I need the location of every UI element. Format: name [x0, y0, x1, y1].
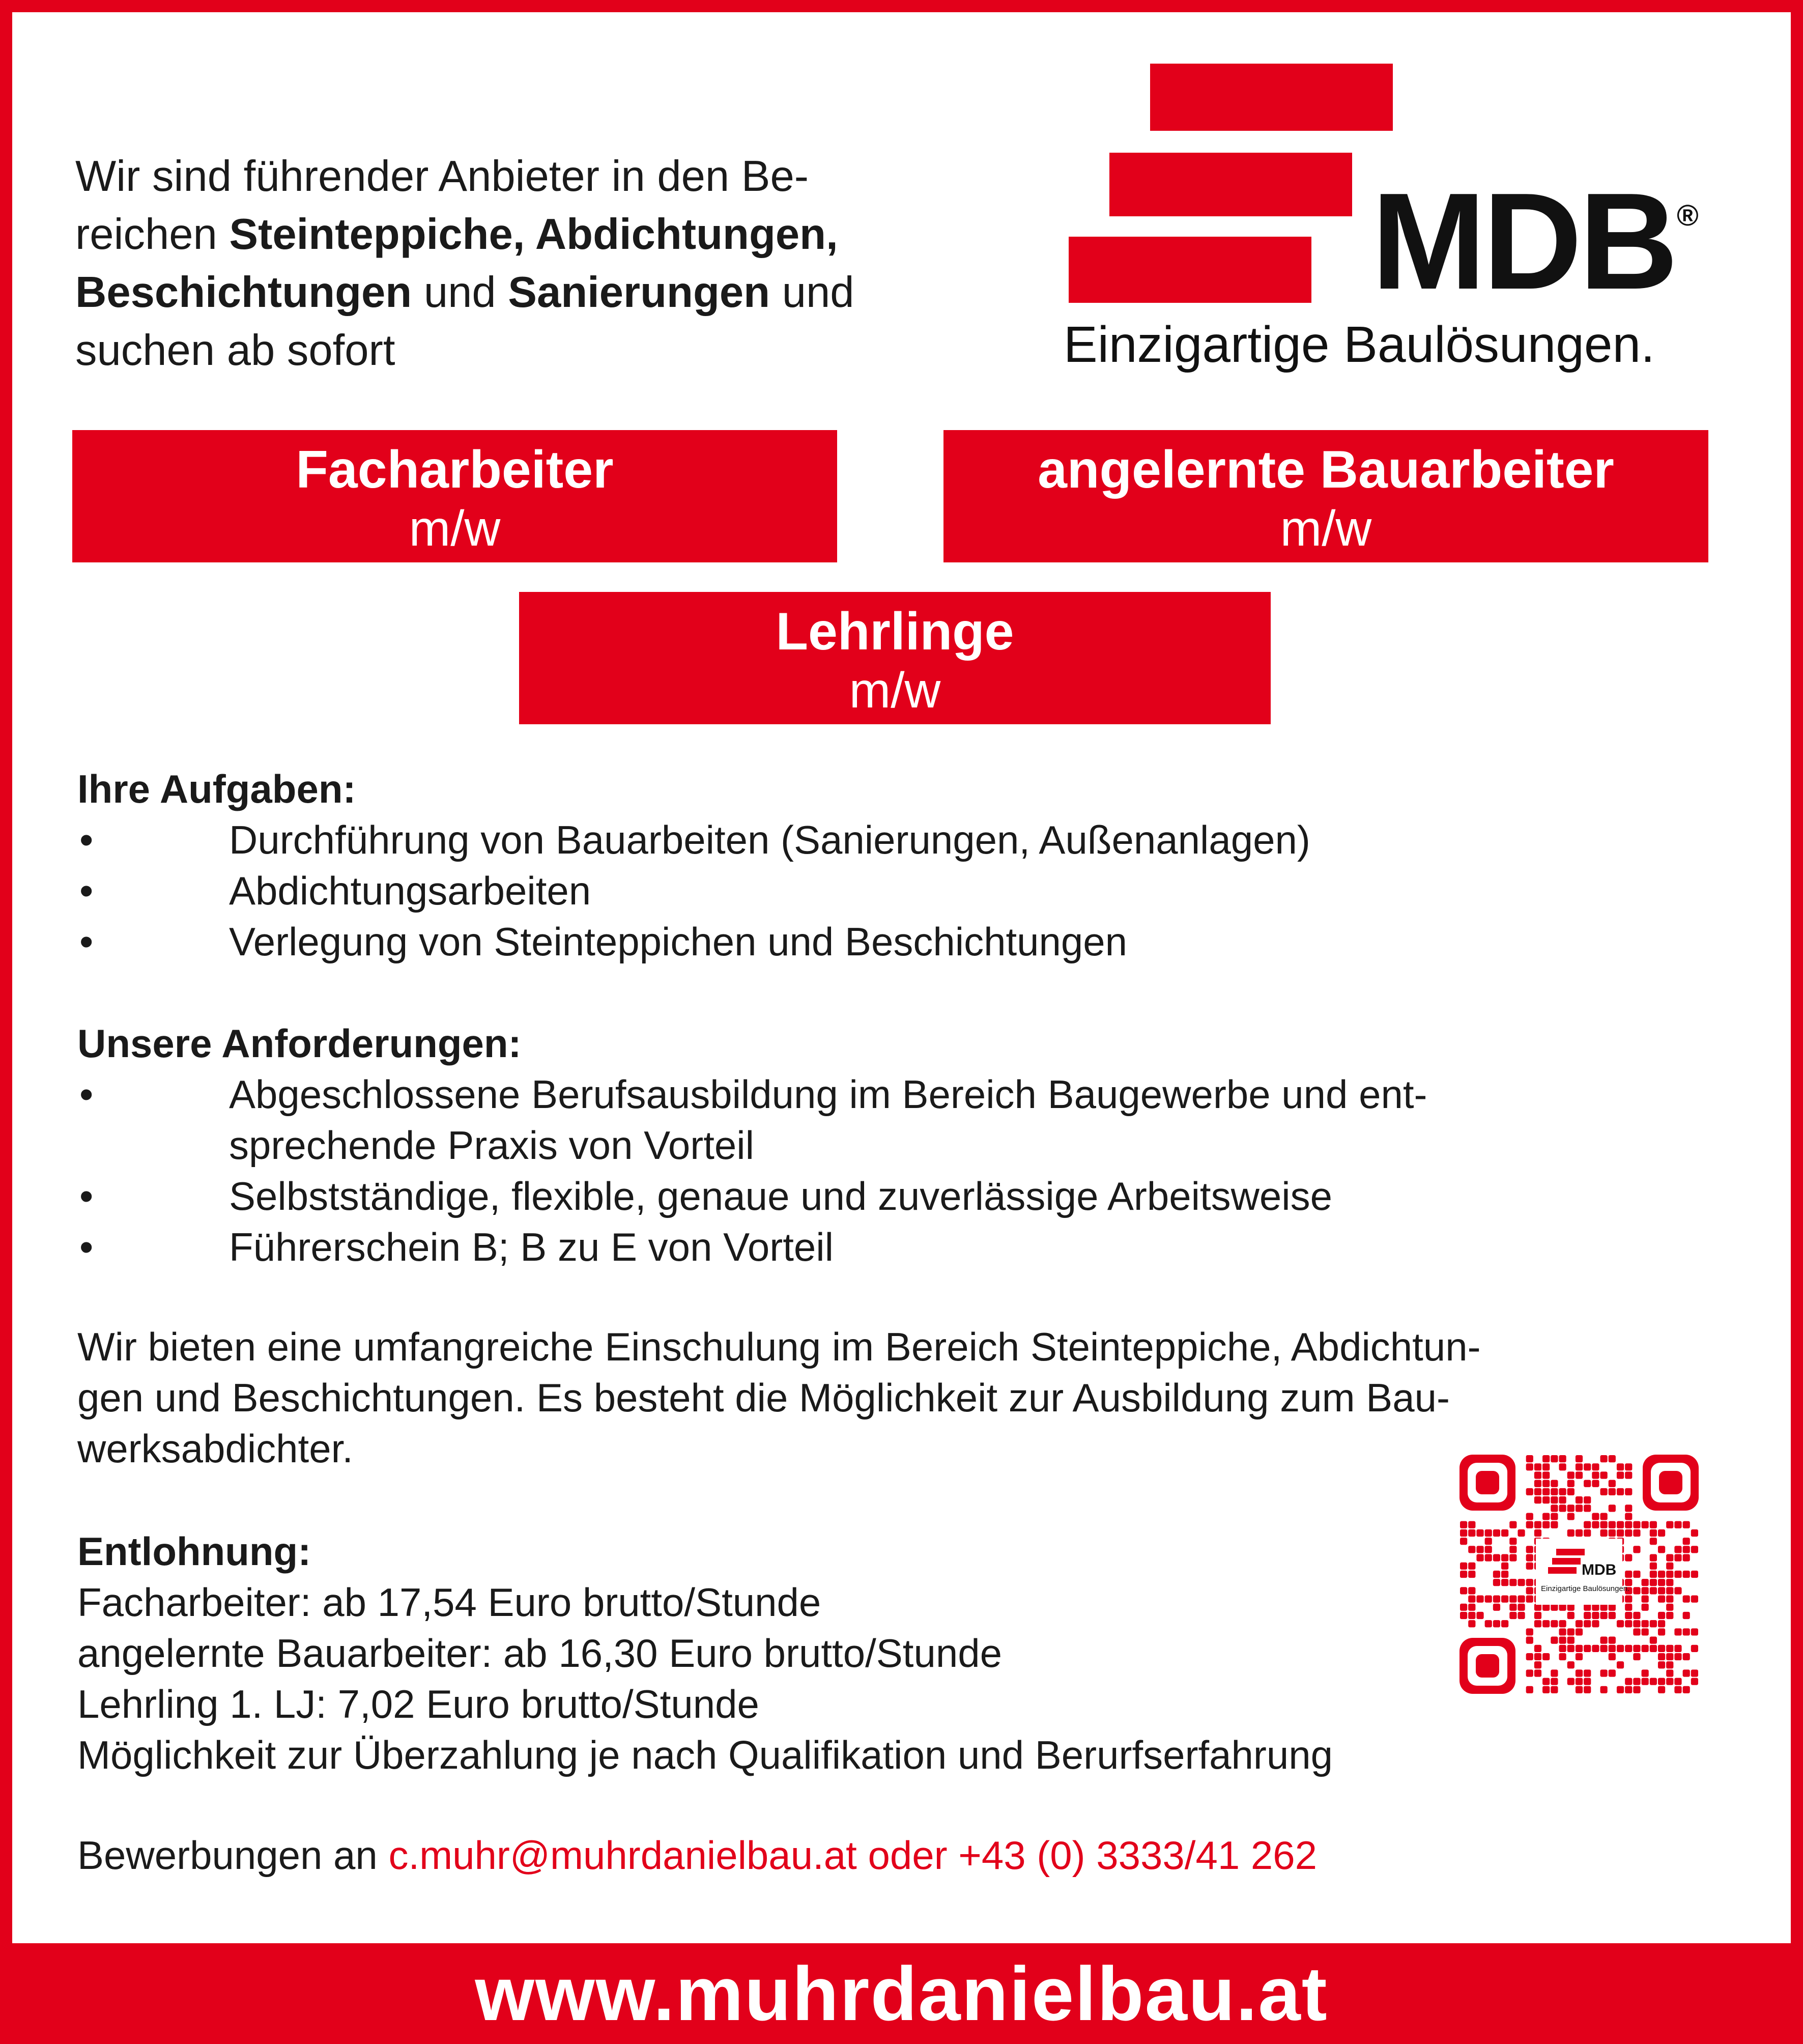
- pay-line: Facharbeiter: ab 17,54 Euro brutto/Stunde: [77, 1580, 821, 1625]
- contact-line: Bewerbungen an c.muhr@muhrdanielbau.at oder +43 (0) 3333/41 262: [77, 1833, 1318, 1878]
- pay-line: Möglichkeit zur Überzahlung je nach Qualifikation und Berurfserfahrung: [77, 1733, 1333, 1777]
- intro-text: Wir sind führender Anbieter in den Be- reichen Steinteppiche, Abdichtungen, Beschichtungen und Sanierungen und suchen ab sofort: [75, 152, 854, 375]
- svg-text:Einzigartige Baulösungen.: Einzigartige Baulösungen.: [1541, 1584, 1630, 1593]
- website-footer[interactable]: [0, 1943, 1803, 2044]
- phone-link[interactable]: +43 (0) 3333/41 262: [958, 1833, 1318, 1878]
- logo-bar-2: [1109, 153, 1352, 216]
- pay-line: Lehrling 1. LJ: 7,02 Euro brutto/Stunde: [77, 1682, 759, 1726]
- svg-text:MDB: MDB: [1582, 1562, 1617, 1578]
- email-link[interactable]: c.muhr@muhrdanielbau.at: [388, 1833, 857, 1878]
- tasks-heading: Ihre Aufgaben:: [77, 766, 356, 811]
- pay-heading: Entlohnung:: [77, 1529, 311, 1574]
- qr-code[interactable]: [1459, 1455, 1699, 1694]
- position-lehrlinge: [519, 592, 1271, 724]
- list-item: • Abdichtungsarbeiten: [79, 868, 591, 913]
- registered-mark: ®: [1677, 199, 1699, 232]
- pay-line: angelernte Bauarbeiter: ab 16,30 Euro brutto/Stunde: [77, 1631, 1002, 1676]
- website-url[interactable]: www.muhrdanielbau.at: [475, 1951, 1328, 2036]
- pay-section: [77, 1526, 1451, 1780]
- position-gender: m/w: [409, 500, 501, 556]
- offer-paragraph: Wir bieten eine umfangreiche Einschulung im Bereich Steinteppiche, Abdichtun- gen und Beschichtungen. Es besteht die Möglichkeit zur Ausbildung zum Bau- werksabdichter.: [77, 1324, 1481, 1471]
- position-gender: m/w: [849, 662, 941, 718]
- list-item: • Durchführung von Bauarbeiten (Sanierungen, Außenanlagen): [79, 817, 1310, 862]
- position-gender: m/w: [1280, 500, 1372, 556]
- position-title: angelernte Bauarbeiter: [1038, 440, 1614, 499]
- position-title: Lehrlinge: [776, 602, 1014, 661]
- logo-tagline: Einzigartige Baulösungen.: [1064, 316, 1655, 373]
- list-item: • Verlegung von Steinteppichen und Beschichtungen: [79, 919, 1128, 964]
- list-item: • Abgeschlossene Berufsausbildung im Bereich Baugewerbe und ent- sprechende Praxis von Vorteil: [79, 1072, 1427, 1168]
- logo-bar-3: [1069, 237, 1311, 303]
- mdb-logo: [1064, 61, 1715, 387]
- requirements-heading: Unsere Anforderungen:: [77, 1021, 522, 1066]
- list-item: • Führerschein B; B zu E von Vorteil: [79, 1225, 834, 1269]
- tasks-section: [77, 763, 1706, 967]
- position-facharbeiter: [72, 430, 837, 562]
- requirements-section: [77, 1018, 1706, 1272]
- position-title: Facharbeiter: [296, 440, 614, 499]
- logo-wordmark: MDB: [1371, 165, 1675, 318]
- position-angelernte-bauarbeiter: [943, 430, 1708, 562]
- list-item: • Selbstständige, flexible, genaue und zuverlässige Arbeitsweise: [79, 1174, 1333, 1218]
- logo-bar-1: [1150, 64, 1393, 131]
